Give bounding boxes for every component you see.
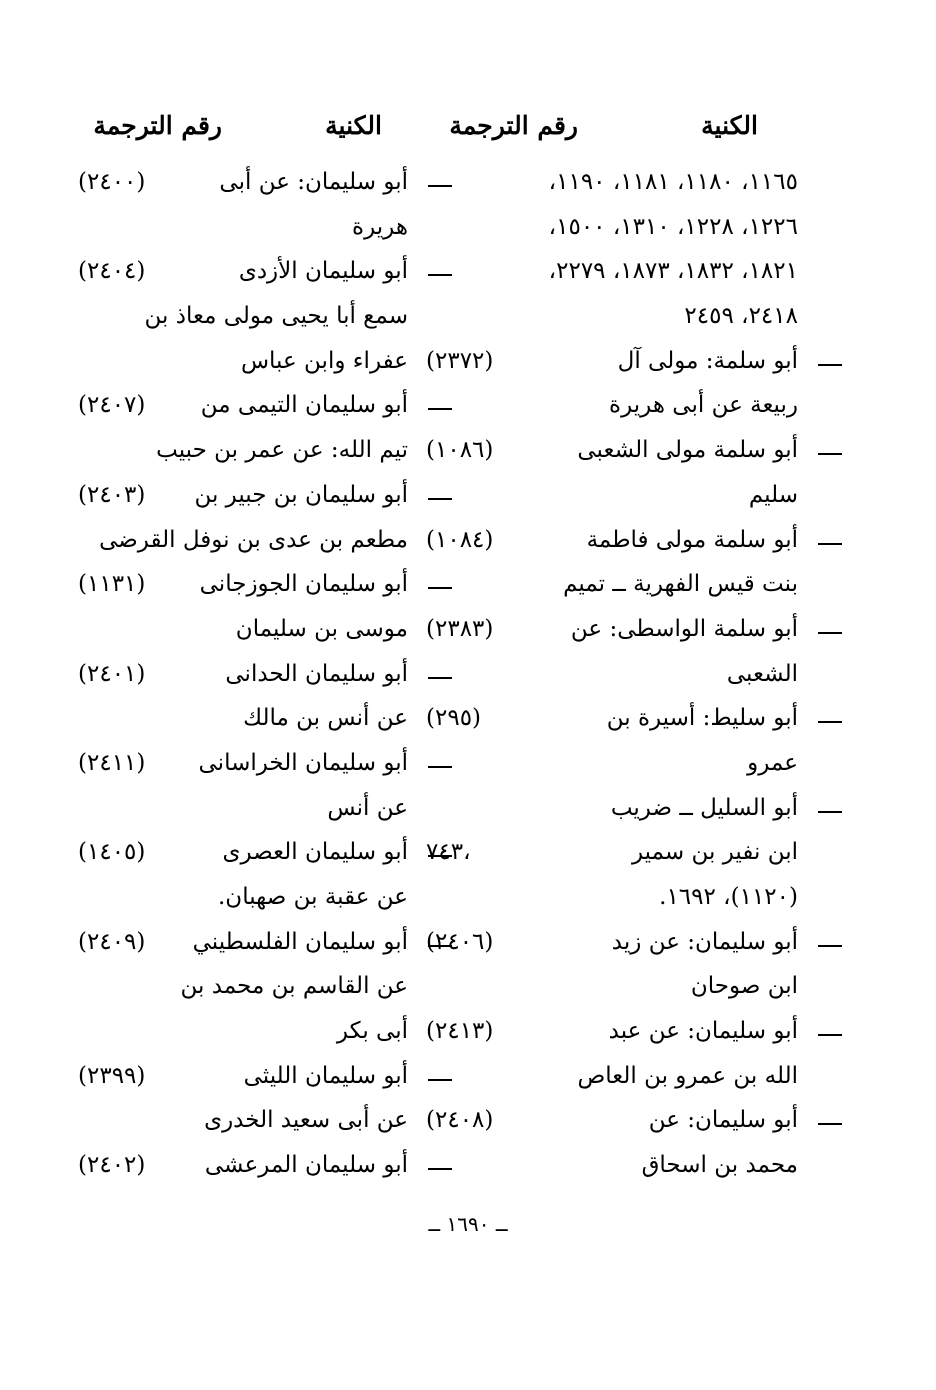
entry-line [426,1143,798,1188]
entry-line [426,339,798,384]
entry-line [78,741,408,786]
entry-text: سليم [748,481,798,508]
entry-text: موسى بن سليمان [235,615,408,642]
entry-text: عن القاسم بن محمد بن [180,973,408,1000]
entry-line [426,294,798,339]
entry-text: أبو سليمان الحدانى [225,660,408,687]
entry-line [78,652,408,697]
entry-line [78,696,408,741]
entry-line [426,160,798,205]
entry-number: (٢٤٠٦) [426,928,494,955]
entry-text: عفراء وابن عباس [240,347,408,374]
entry-number: (٢٤٠٣) [78,481,146,508]
entry-number: (٢٤٠٠) [78,169,146,195]
entry-number: (١٤٠٥) [78,839,146,866]
entry-text: ١٨٢١، ١٨٣٢، ١٨٧٣، ٢٢٧٩، [548,258,798,285]
entry-text: أبو سليمان الجوزجانى [199,571,408,598]
entry-line [426,383,798,428]
entry-line [78,249,408,294]
entry-text: محمد بن اسحاق [641,1152,798,1179]
entry-text: أبو سليمان الليثى [243,1062,408,1089]
entry-text: ١٢٢٦، ١٢٢٨، ١٣١٠، ١٥٠٠، [548,213,798,240]
entry-line [78,1054,408,1099]
entry-line [426,607,798,652]
page-number: ــ ١٦٩٠ ــ [428,1212,508,1236]
entry-text: عن أنس بن مالك [243,705,408,732]
entry-text: بنت قيس الفهرية ــ تميم [563,571,798,598]
entry-number: (٢٩٥) [426,705,482,732]
entry-line [426,741,798,786]
entry-line [426,473,798,518]
entry-text: أبو سليمان الأزدى [238,258,408,285]
entry-line [78,920,408,965]
entry-number: ٧٤٣، [426,839,471,866]
entry-line [78,160,408,205]
entry-number: (٢٤٠٨) [426,1107,494,1134]
entry-line [426,205,798,250]
entry-text: أبو سليمان الفلسطيني [192,928,408,955]
entry-text: (١١٢٠)، ١٦٩٢. [659,884,798,910]
entry-number: (٢٤٠٩) [78,928,146,955]
entry-text: أبو سليمان: عن زيد [611,928,798,955]
entry-text: أبو سليمان الخراسانى [198,749,408,776]
header-right-num: رقم الترجمة [449,111,578,140]
entry-text: أبو سليمان: عن [648,1107,798,1134]
entry-text: عن عقبة بن صهبان. [218,884,408,910]
entry-number: (٢٤٠٢) [78,1152,146,1179]
entry-text: أبو سليمان المرعشى [204,1152,408,1179]
entry-line [78,339,408,384]
entry-text: أبو سليمان التيمى من [200,392,408,419]
entry-line [426,518,798,563]
entry-line [78,1009,408,1054]
header-left-kunya: الكنية [325,111,382,140]
entry-number: (٢٣٧٢) [426,347,494,374]
entry-text: الشعبى [726,660,798,687]
entry-text: ربيعة عن أبى هريرة [609,392,798,419]
left-column [78,160,408,1188]
entry-line [78,1143,408,1188]
entry-text: مطعم بن عدى بن نوفل القرضى [99,526,408,553]
entry-line [426,964,798,1009]
entry-text: أبو السليل ــ ضريب [610,794,798,821]
entry-number: (٢٤٠٧) [78,392,146,419]
entry-text: أبو سلمة مولى الشعبى [577,437,798,464]
entry-line [426,875,798,920]
entry-line [426,1054,798,1099]
entry-text: ابن صوحان [690,973,798,1000]
entry-line [78,607,408,652]
entry-line [78,786,408,831]
entry-line [78,205,408,250]
entry-line [426,1098,798,1143]
entry-text: أبو سليمان العصرى [222,839,408,866]
entry-text: أبى بكر [336,1018,408,1045]
entry-number: (١١٣١) [78,571,146,598]
entry-number: (١٠٨٦) [426,437,494,464]
entry-text: أبو سلمة: مولى آل [617,347,798,374]
entry-line [78,383,408,428]
entry-text: أبو سليط: أسيرة بن [606,705,798,732]
entry-text: أبو سليمان: عن عبد [608,1018,798,1045]
entry-line [426,786,798,831]
entry-line [78,518,408,563]
entry-text: الله بن عمرو بن العاص [577,1062,798,1089]
entry-text: أبو سليمان بن جبير بن [194,481,408,508]
entry-line [78,964,408,1009]
entry-number: (١٠٨٤) [426,526,494,553]
entry-line [78,473,408,518]
entry-line [78,428,408,473]
entry-text: عن أنس [327,794,408,821]
entry-number: (٢٣٩٩) [78,1062,146,1089]
entry-text: ابن نفير بن سمير [631,839,798,866]
entry-line [426,652,798,697]
header-left-num: رقم الترجمة [93,111,222,140]
right-column [426,160,798,1188]
entry-number: (٢٤١٣) [426,1018,494,1045]
entry-line [78,1098,408,1143]
entry-line [426,1009,798,1054]
entry-number: (٢٣٨٣) [426,615,494,642]
entry-text: هريرة [352,213,408,240]
entry-line [78,830,408,875]
entry-line [78,562,408,607]
entry-line [426,249,798,294]
entry-line [426,920,798,965]
entry-text: ٢٤١٨، ٢٤٥٩ [684,303,798,330]
entry-text: تيم الله: عن عمر بن حبيب [156,437,408,464]
entry-text: أبو سلمة الواسطى: عن [570,615,798,642]
entry-number: (٢٤١١) [78,749,146,776]
entry-text: ١١٦٥، ١١٨٠، ١١٨١، ١١٩٠، [548,169,798,195]
entry-line [426,696,798,741]
header-right-kunya: الكنية [701,111,758,140]
entry-line [78,294,408,339]
entry-text: أبو سليمان: عن أبى [219,169,408,195]
entry-line [426,562,798,607]
entry-text: سمع أبا يحيى مولى معاذ بن [144,303,408,330]
entry-text: عن أبى سعيد الخدرى [204,1107,408,1134]
entry-line [78,875,408,920]
entry-number: (٢٤٠٤) [78,258,146,285]
entry-text: أبو سلمة مولى فاطمة [586,526,798,553]
entry-line [426,428,798,473]
entry-text: عمرو [747,749,798,776]
entry-line [426,830,798,875]
entry-number: (٢٤٠١) [78,660,146,687]
